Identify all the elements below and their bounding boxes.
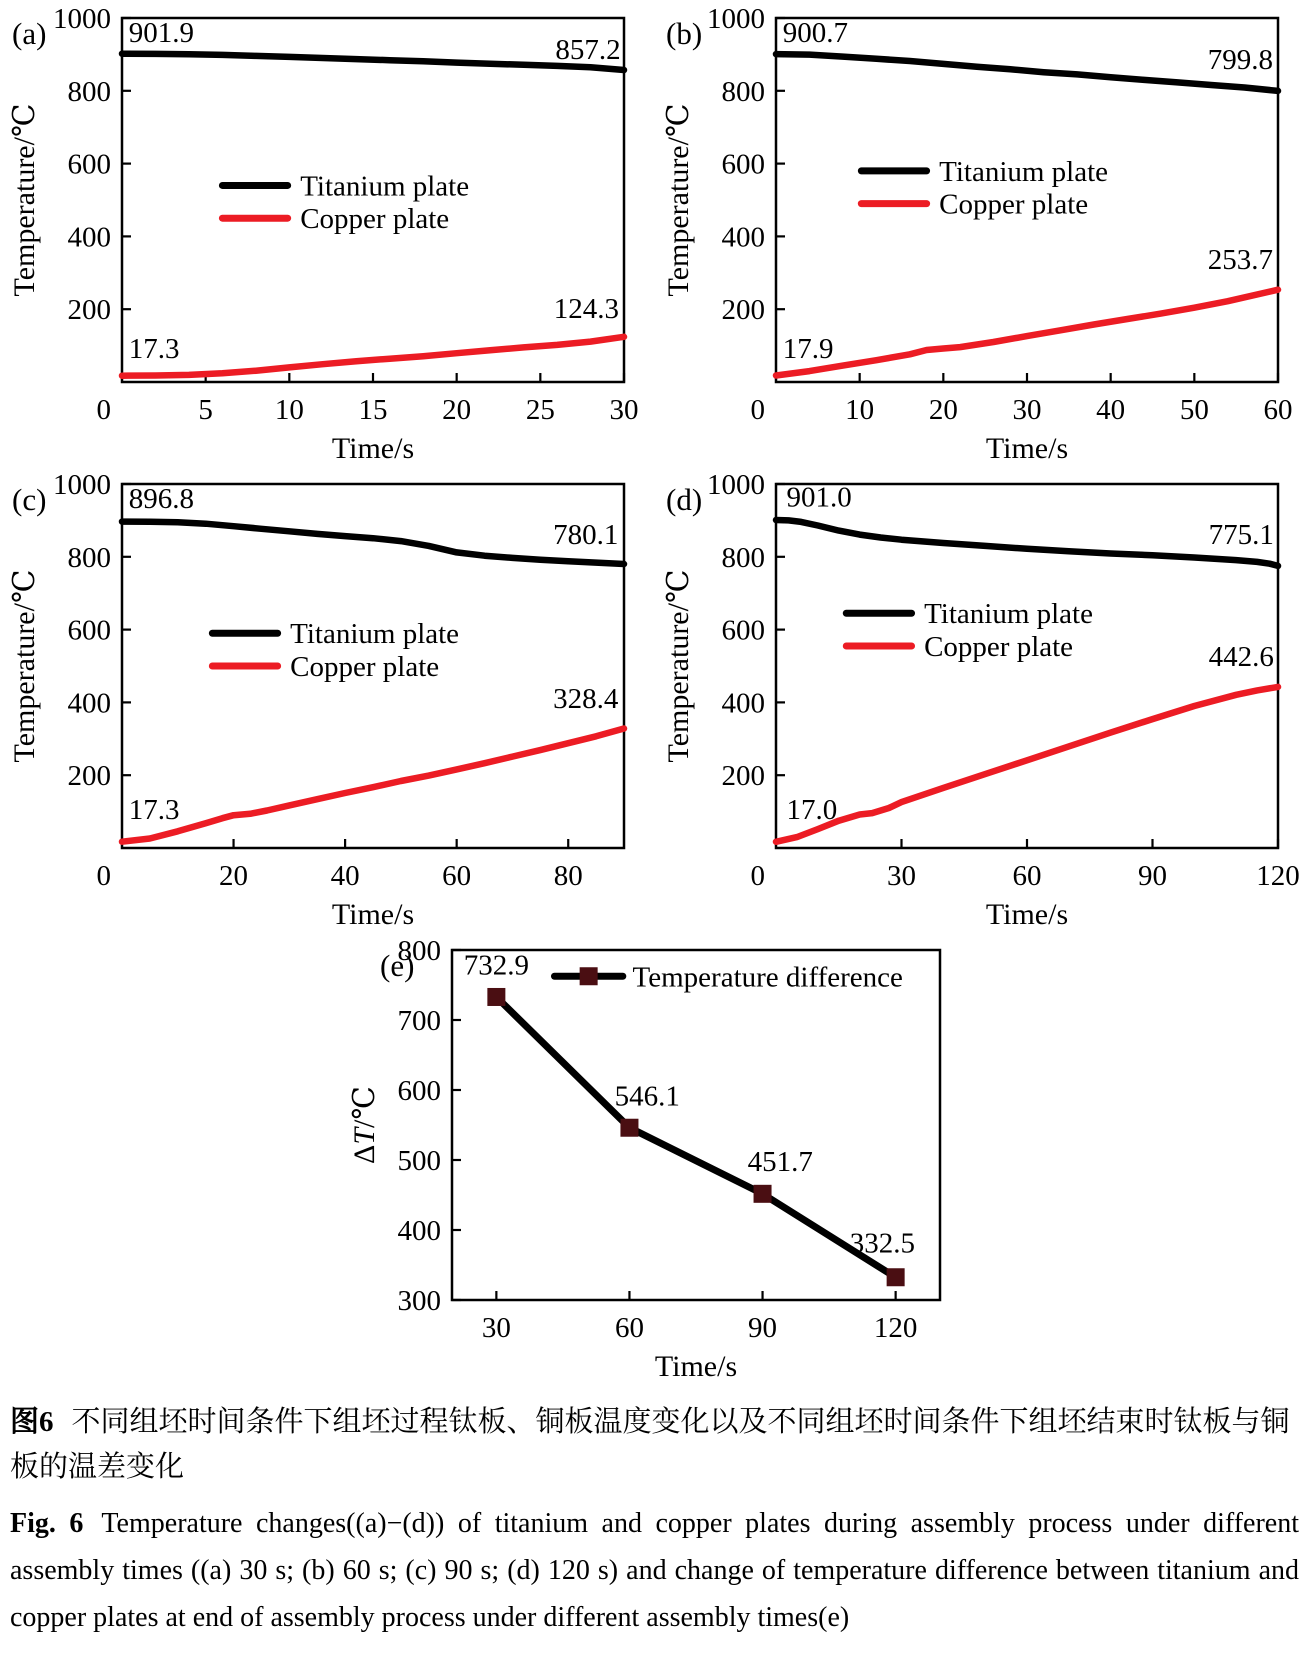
chart-b	[654, 0, 1308, 462]
y-axis-title: Temperature/℃	[662, 569, 695, 763]
y-tick-label: 600	[721, 148, 765, 181]
chart-e	[340, 932, 970, 1384]
y-tick-label: 200	[721, 760, 765, 793]
x-tick-label: 25	[525, 394, 555, 426]
y-tick-label: 400	[721, 221, 765, 254]
x-tick-label: 20	[442, 394, 472, 426]
x-tick-label: 5	[198, 394, 213, 426]
legend-label: Copper plate	[939, 188, 1089, 221]
x-tick-label: 10	[274, 394, 304, 426]
y-tick-label: 200	[67, 760, 111, 793]
panel-label: (a)	[12, 16, 47, 51]
series-line	[496, 997, 895, 1277]
y-tick-label: 400	[67, 221, 111, 254]
data-label: 775.1	[1208, 519, 1274, 552]
y-tick-label: 500	[397, 1145, 441, 1177]
y-tick-label: 1000	[707, 469, 765, 501]
legend-marker	[579, 967, 597, 985]
chart-e-row	[0, 932, 1309, 1384]
data-label: 857.2	[555, 33, 621, 66]
x-tick-label: 30	[887, 860, 916, 892]
data-label: 17.9	[782, 332, 834, 365]
figure-caption	[0, 1384, 1309, 1659]
x-tick-label: 20	[219, 860, 249, 892]
data-label: 17.3	[128, 793, 180, 826]
x-tick-label: 60	[442, 860, 472, 892]
data-point-marker	[487, 988, 505, 1006]
panel-label: (d)	[666, 482, 703, 517]
origin-label: 0	[96, 860, 111, 892]
data-point-marker	[753, 1185, 771, 1203]
series-line	[122, 54, 624, 70]
y-tick-label: 800	[397, 935, 441, 967]
series-line	[122, 522, 624, 564]
x-axis-title: Time/s	[985, 432, 1069, 462]
x-tick-label: 120	[1256, 860, 1300, 892]
y-axis-title: ΔT/℃	[347, 1086, 381, 1164]
data-label: 332.5	[849, 1227, 915, 1260]
panel-label: (e)	[379, 948, 414, 983]
legend-label: Copper plate	[300, 203, 450, 236]
x-axis-title: Time/s	[654, 1350, 737, 1383]
data-label: 253.7	[1207, 244, 1273, 277]
x-tick-label: 40	[1096, 394, 1126, 426]
y-axis-title: Temperature/℃	[8, 569, 41, 763]
x-tick-label: 60	[1263, 394, 1293, 426]
series-line	[776, 687, 1278, 842]
panel-label: (c)	[12, 482, 47, 517]
data-label: 17.3	[128, 332, 180, 365]
y-tick-label: 300	[397, 1285, 441, 1317]
legend-label: Copper plate	[290, 651, 440, 683]
y-tick-label: 200	[721, 294, 765, 327]
y-tick-label: 400	[397, 1215, 441, 1247]
origin-label: 0	[750, 394, 765, 426]
data-label: 901.9	[128, 17, 194, 50]
caption-zh-text: 不同组坯时间条件下组坯过程钛板、铜板温度变化以及不同组坯时间条件下组坯结束时钛板与铜板的温差变化	[10, 1406, 1290, 1483]
y-tick-label: 1000	[53, 3, 111, 35]
x-tick-label: 20	[928, 394, 958, 426]
y-tick-label: 800	[721, 75, 765, 108]
series-line	[776, 54, 1278, 91]
series-line	[776, 290, 1278, 376]
legend-label: Temperature difference	[632, 961, 903, 994]
x-tick-label: 15	[358, 394, 388, 426]
data-label: 328.4	[553, 682, 619, 715]
x-axis-title: Time/s	[331, 432, 415, 462]
x-tick-label: 40	[330, 860, 360, 892]
y-tick-label: 600	[67, 148, 111, 181]
data-label: 900.7	[782, 17, 848, 50]
data-label: 780.1	[553, 519, 619, 552]
y-tick-label: 600	[67, 614, 111, 647]
legend-label: Titanium plate	[924, 598, 1093, 631]
legend-label: Titanium plate	[300, 170, 470, 203]
caption-zh-label: 图6	[10, 1406, 54, 1438]
y-tick-label: 800	[721, 541, 765, 574]
x-axis-title: Time/s	[331, 898, 415, 928]
chart-c	[0, 466, 654, 928]
y-axis-title: Temperature/℃	[662, 103, 695, 297]
y-axis-title: Temperature/℃	[8, 103, 41, 297]
data-point-marker	[886, 1268, 904, 1286]
data-label: 546.1	[614, 1080, 680, 1113]
legend-label: Titanium plate	[939, 155, 1109, 188]
data-label: 799.8	[1207, 43, 1273, 76]
data-label: 17.0	[786, 793, 838, 826]
chart-a	[0, 0, 654, 462]
panel-label: (b)	[666, 16, 703, 51]
x-tick-label: 80	[553, 860, 583, 892]
series-line	[122, 337, 624, 376]
y-tick-label: 400	[721, 687, 765, 720]
chart-d	[654, 466, 1308, 928]
y-tick-label: 1000	[707, 3, 765, 35]
x-tick-label: 120	[873, 1312, 917, 1344]
x-tick-label: 30	[1012, 394, 1042, 426]
x-tick-label: 90	[747, 1312, 777, 1344]
x-tick-label: 10	[845, 394, 875, 426]
plot-frame	[776, 481, 1278, 848]
x-tick-label: 90	[1138, 860, 1167, 892]
x-tick-label: 30	[609, 394, 639, 426]
x-tick-label: 30	[481, 1312, 511, 1344]
y-tick-label: 800	[67, 541, 111, 574]
data-label: 901.0	[786, 481, 852, 514]
series-line	[776, 520, 1278, 566]
data-label: 896.8	[128, 483, 194, 516]
data-point-marker	[620, 1119, 638, 1137]
x-tick-label: 50	[1179, 394, 1209, 426]
y-tick-label: 200	[67, 294, 111, 327]
origin-label: 0	[96, 394, 111, 426]
y-tick-label: 600	[397, 1075, 441, 1107]
origin-label: 0	[750, 860, 765, 892]
y-tick-label: 400	[67, 687, 111, 720]
x-tick-label: 60	[614, 1312, 644, 1344]
caption-en-label: Fig. 6	[10, 1507, 84, 1539]
series-line	[122, 729, 624, 842]
data-label: 442.6	[1208, 641, 1274, 673]
x-tick-label: 60	[1012, 860, 1042, 892]
caption-en	[10, 1500, 1299, 1641]
legend-label: Titanium plate	[290, 618, 460, 651]
data-label: 732.9	[463, 949, 529, 982]
x-axis-title: Time/s	[985, 898, 1069, 928]
y-tick-label: 700	[397, 1005, 441, 1037]
y-tick-label: 1000	[53, 469, 111, 501]
y-tick-label: 800	[67, 75, 111, 108]
legend-label: Copper plate	[924, 630, 1074, 663]
caption-en-text: Temperature changes((a)−(d)) of titanium and copper plates during assembly process under different assembly times ((a) 30 s; (b) 60 s; (c) 90 s; (d) 120 s) and change of temperature difference between titanium and copper plates at end of assembly process under different assembly times(e)	[10, 1507, 1299, 1633]
caption-zh	[10, 1400, 1299, 1490]
y-tick-label: 600	[721, 614, 765, 647]
data-label: 124.3	[553, 292, 619, 325]
data-label: 451.7	[747, 1146, 813, 1179]
